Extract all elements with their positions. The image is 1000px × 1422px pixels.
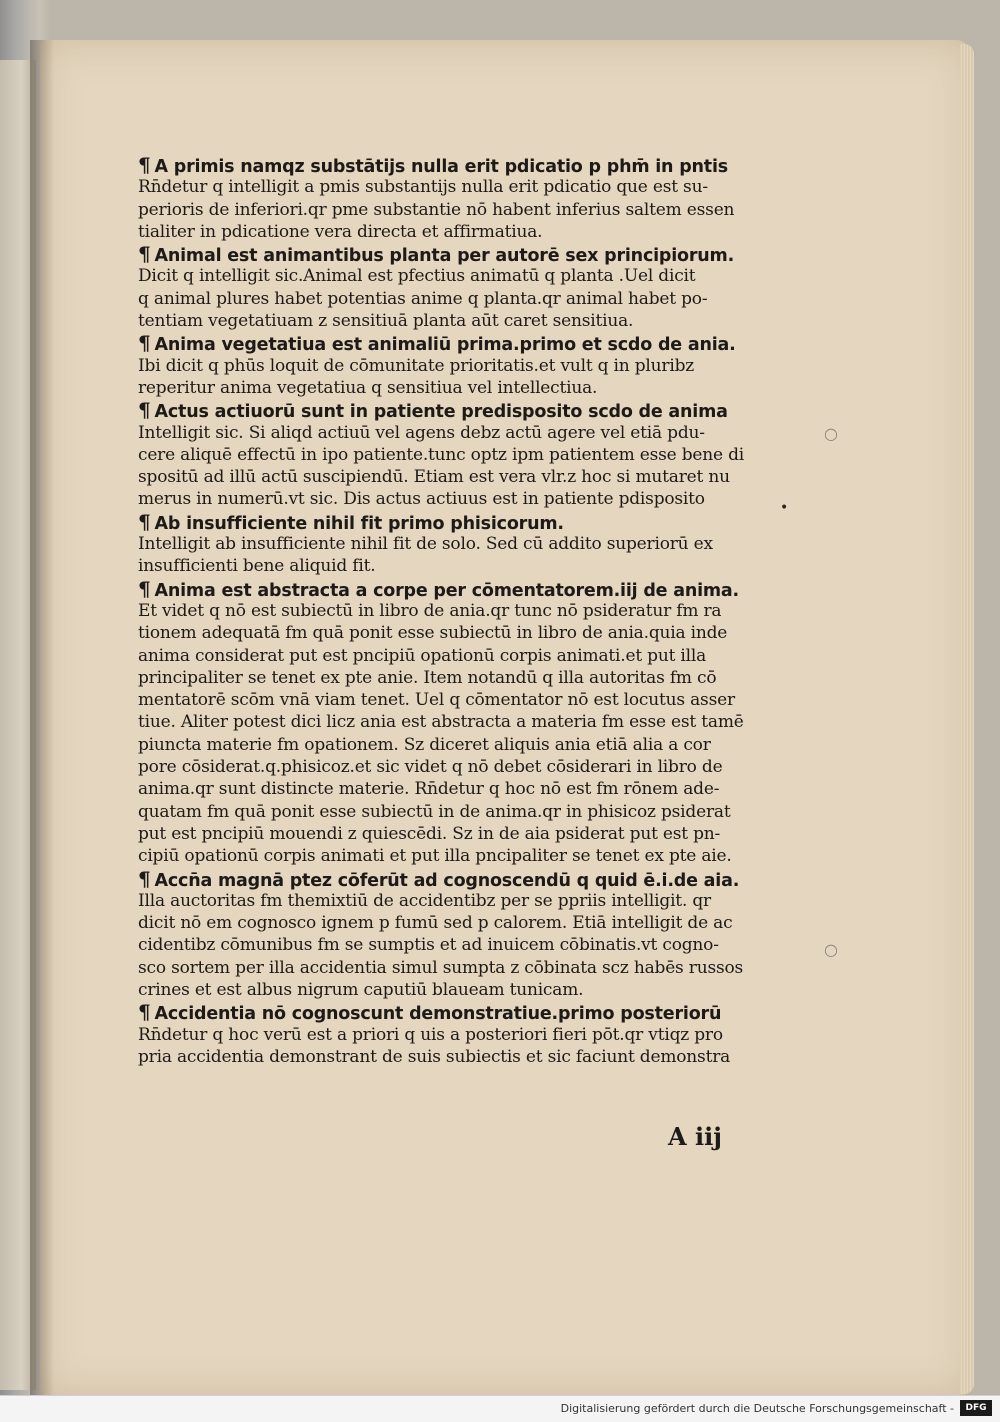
line-text: Accidentia nō cognoscunt demonstratiue.primo posteriorū bbox=[154, 1004, 722, 1024]
line-text: Et videt q nō est subiectū in libro de ania.qr tunc nō psideratur fm ra bbox=[138, 600, 722, 621]
heading-line bbox=[138, 868, 780, 890]
spine-shadow bbox=[30, 40, 54, 1400]
page-text bbox=[138, 154, 780, 1068]
heading-line bbox=[138, 578, 780, 600]
line-text: Actus actiuorū sunt in patiente predisposito scdo de anima bbox=[154, 402, 728, 422]
line-text: Accn̄a magnā ptez cōferūt ad cognoscendū q quid ē.i.de aia. bbox=[154, 870, 740, 890]
text-line bbox=[138, 176, 780, 198]
text-line bbox=[138, 288, 780, 310]
line-text: pore cōsiderat.q.phisicoz.et sic videt q nō debet cōsiderari in libro de bbox=[138, 757, 723, 778]
line-text: merus in numerū.vt sic. Dis actus actiuus est in patiente pdisposito bbox=[138, 489, 705, 510]
text-line bbox=[138, 778, 780, 800]
text-line bbox=[138, 756, 780, 778]
text-line bbox=[138, 600, 780, 622]
text-line bbox=[138, 734, 780, 756]
text-line bbox=[138, 265, 780, 287]
line-text: Intelligit ab insufficiente nihil fit de solo. Sed cū addito superiorū ex bbox=[138, 534, 713, 555]
text-line bbox=[138, 422, 780, 444]
line-text: Rn̄detur q intelligit a pmis substantijs nulla erit pdicatio que est su- bbox=[138, 177, 708, 198]
text-line bbox=[138, 890, 780, 912]
text-line bbox=[138, 199, 780, 221]
text-line bbox=[138, 957, 780, 979]
line-text: Animal est animantibus planta per autorē sex principiorum. bbox=[154, 246, 735, 266]
margin-ring-mark: ○ bbox=[824, 940, 838, 959]
line-text: principaliter se tenet ex pte anie. Item notandū q illa autoritas fm cō bbox=[138, 667, 717, 688]
heading-line bbox=[138, 332, 780, 354]
footer-credit: Digitalisierung gefördert durch die Deutsche Forschungsgemeinschaft - bbox=[560, 1402, 954, 1415]
line-text: Rn̄detur q hoc verū est a priori q uis a posteriori fieri pōt.qr vtiqz pro bbox=[138, 1024, 723, 1045]
line-text: pria accidentia demonstrant de suis subiectis et sic faciunt demonstra bbox=[138, 1046, 731, 1067]
line-text: tentiam vegetatiuam z sensitiuā planta aūt caret sensitiua. bbox=[138, 311, 634, 332]
paragraph-mark: ¶ bbox=[138, 510, 151, 534]
text-line bbox=[138, 979, 780, 1001]
text-line bbox=[138, 711, 780, 733]
heading-line bbox=[138, 399, 780, 421]
text-line bbox=[138, 622, 780, 644]
text-line bbox=[138, 533, 780, 555]
dfg-logo: DFG bbox=[960, 1400, 992, 1416]
page-stack-edge bbox=[960, 44, 974, 1394]
line-text: q animal plures habet potentias anime q planta.qr animal habet po- bbox=[138, 288, 708, 309]
line-text: Illa auctoritas fm themixtiū de accidentibz per se ppriis intelligit. qr bbox=[138, 890, 711, 911]
line-text: crines et est albus nigrum caputiū blaueam tunicam. bbox=[138, 979, 584, 1000]
footer-bar bbox=[0, 1395, 1000, 1422]
text-line bbox=[138, 555, 780, 577]
text-line bbox=[138, 934, 780, 956]
heading-line bbox=[138, 154, 780, 176]
line-text: mentatorē scōm vnā viam tenet. Uel q cōmentator nō est locutus asser bbox=[138, 690, 735, 711]
line-text: dicit nō em cognosco ignem p fumū sed p calorem. Etiā intelligit de ac bbox=[138, 913, 733, 934]
paragraph-mark: ¶ bbox=[138, 867, 151, 890]
heading-line bbox=[138, 1001, 780, 1023]
text-line bbox=[138, 689, 780, 711]
line-text: Ab insufficiente nihil fit primo phisicorum. bbox=[154, 513, 564, 534]
line-text: reperitur anima vegetatiua q sensitiua vel intellectiua. bbox=[138, 377, 598, 398]
paragraph-mark: ¶ bbox=[138, 1001, 151, 1024]
line-text: piuncta materie fm opationem. Sz diceret aliquis ania etiā alia a cor bbox=[138, 734, 711, 755]
line-text: tiue. Aliter potest dici licz ania est abstracta a materia fm esse est tamē bbox=[138, 712, 744, 733]
paragraph-mark: ¶ bbox=[138, 332, 151, 355]
paragraph-mark: ¶ bbox=[138, 577, 151, 600]
line-text: spositū ad illū actū suscipiendū. Etiam est vera vlr.z hoc si mutaret nu bbox=[138, 467, 730, 488]
line-text: perioris de inferiori.qr pme substantie nō habent inferius saltem essen bbox=[138, 199, 735, 220]
text-line bbox=[138, 912, 780, 934]
line-text: Intelligit sic. Si aliqd actiuū vel agens debz actū agere vel etiā pdu- bbox=[138, 422, 705, 443]
line-text: put est pncipiū mouendi z quiescēdi. Sz in de aia psiderat put est pn- bbox=[138, 823, 721, 844]
text-line bbox=[138, 221, 780, 243]
text-line bbox=[138, 488, 780, 510]
text-line bbox=[138, 645, 780, 667]
line-text: Anima vegetatiua est animaliū prima.primo et scdo de ania. bbox=[154, 335, 736, 355]
line-text: cere aliquē effectū in ipo patiente.tunc optz ipm patientem esse bene di bbox=[138, 444, 744, 465]
line-text: Anima est abstracta a corpe per cōmentatorem.iij de anima. bbox=[154, 580, 739, 600]
text-line bbox=[138, 466, 780, 488]
text-line bbox=[138, 801, 780, 823]
line-text: anima considerat put est pncipiū opationū corpis animati.et put illa bbox=[138, 645, 707, 666]
line-text: cidentibz cōmunibus fm se sumptis et ad inuicem cōbinatis.vt cogno- bbox=[138, 935, 719, 956]
line-text: tialiter in pdicatione vera directa et affirmatiua. bbox=[138, 221, 543, 242]
signature-mark: A iij bbox=[668, 1122, 722, 1151]
margin-dot-mark: • bbox=[780, 500, 789, 516]
line-text: anima.qr sunt distincte materie. Rn̄detur q hoc nō est fm rōnem ade- bbox=[138, 779, 720, 800]
line-text: sco sortem per illa accidentia simul sumpta z cōbinata scz habēs russos bbox=[138, 957, 744, 978]
paragraph-mark: ¶ bbox=[138, 154, 151, 177]
text-line bbox=[138, 355, 780, 377]
heading-line bbox=[138, 243, 780, 265]
text-line bbox=[138, 845, 780, 867]
line-text: Ibi dicit q phūs loquit de cōmunitate prioritatis.et vult q in pluribz bbox=[138, 355, 695, 376]
text-line bbox=[138, 444, 780, 466]
text-line bbox=[138, 377, 780, 399]
line-text: Dicit q intelligit sic.Animal est pfectius animatū q planta .Uel dicit bbox=[138, 266, 696, 287]
text-line bbox=[138, 823, 780, 845]
text-line bbox=[138, 1024, 780, 1046]
text-line bbox=[138, 667, 780, 689]
text-line bbox=[138, 1046, 780, 1068]
heading-line bbox=[138, 511, 780, 533]
paragraph-mark: ¶ bbox=[138, 399, 151, 422]
line-text: quatam fm quā ponit esse subiectū in de anima.qr in phisicoz psiderat bbox=[138, 801, 731, 822]
line-text: cipiū opationū corpis animati et put illa pncipaliter se tenet ex pte aie. bbox=[138, 846, 732, 867]
line-text: insufficienti bene aliquid fit. bbox=[138, 556, 376, 577]
text-line bbox=[138, 310, 780, 332]
margin-ring-mark: ○ bbox=[824, 424, 838, 443]
line-text: A primis namqz substātijs nulla erit pdicatio p phm̄ in pntis bbox=[154, 157, 728, 177]
line-text: tionem adequatā fm quā ponit esse subiectū in libro de ania.quia inde bbox=[138, 623, 728, 644]
paragraph-mark: ¶ bbox=[138, 243, 151, 266]
